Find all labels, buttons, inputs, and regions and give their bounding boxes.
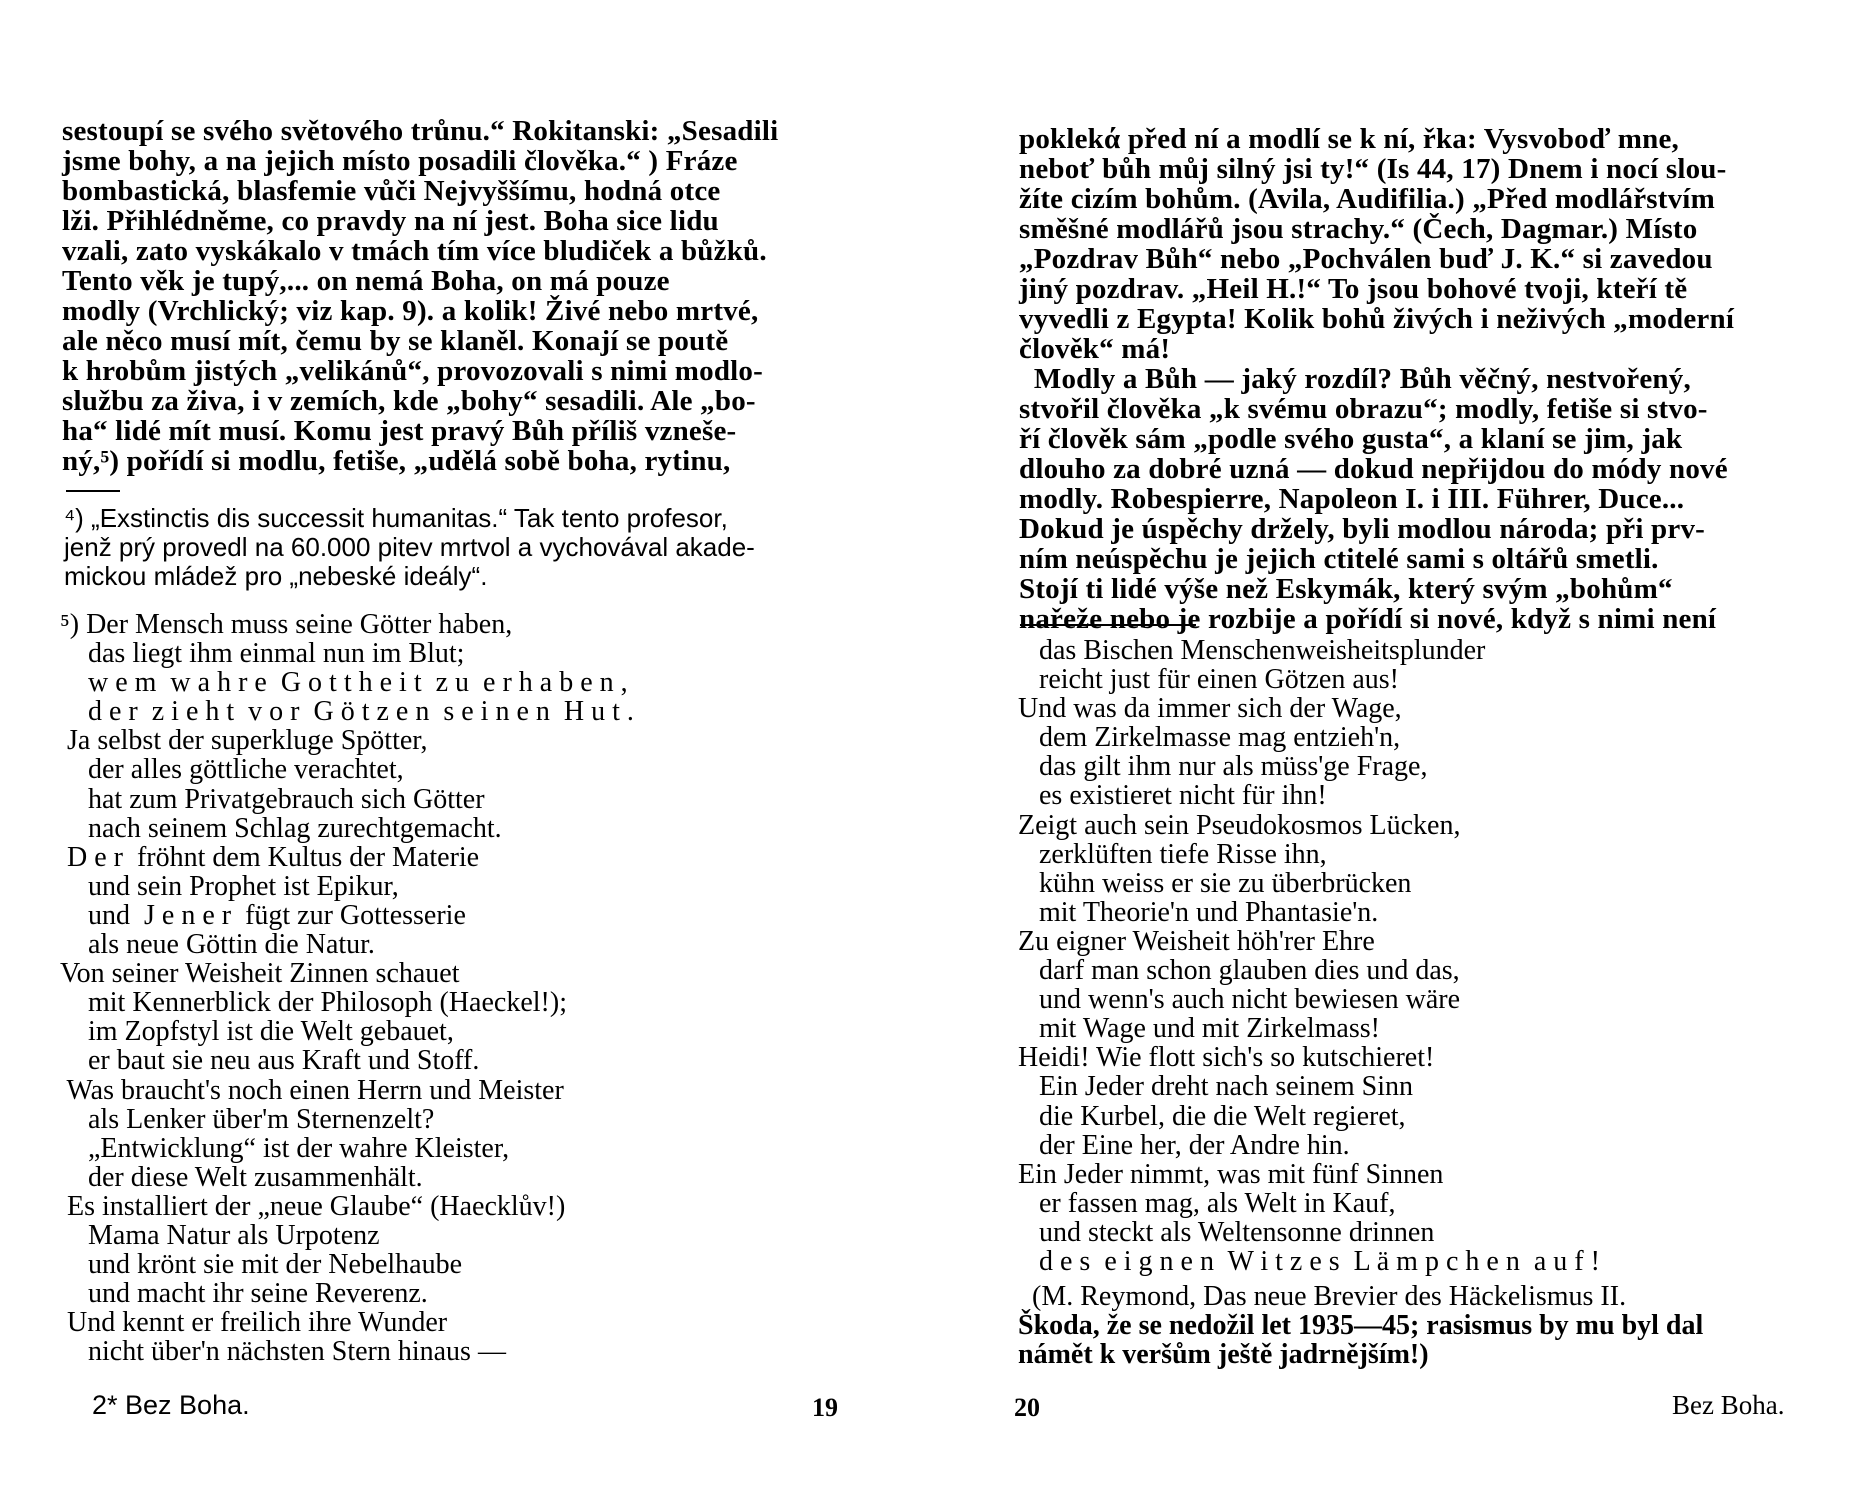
right-page [928,0,1856,1500]
signature-mark: 2* Bez Boha. [92,1390,250,1420]
right-page-body-text: poklekά před ní a modlí se k ní, řka: Vysvoboď mne, neboť bůh můj silný jsi ty!“ (Is 44, 17) Dnem i nocí slou- žíte cizím bohům. (Avila, Audifilia.) „Před modlářstvím směšné modlářů jsou strachy.“ (Čech, Dagmar.) Místo „Pozdrav Bůh“ nebo „Pochválen buď J. K.“ si zavedou jiný pozdrav. „Heil H.!“ To jsou bohové tvoji, kteří tě vyvedli z Egypta! Kolik bohů živých i neživých „moderní člověk“ má! Modly a Bůh — jaký rozdíl? Bůh věčný, nestvořený, stvořil člověka „k svému obrazu“; modly, fetiše si stvo- ří člověk sám „podle svého gusta“, a klaní se jim, jak dlouho za dobré uzná — dokud nepřijdou do módy nové modly. Robespierre, Napoleon I. i III. Führer, Duce... Dokud je úspěchy držely, byli modlou národa; při prv- ním neúspěchu je jejich ctitelé sami s oltářů smetli. Stojí ti lidé výše než Eskymák, který svým „bohům“ nařeže nebo je rozbije a pořídí si nové, když s nimi není [1019,123,1735,635]
source-citation: (M. Reymond, Das neue Brevier des Häckelismus II. [1018,1281,1627,1312]
verse-continuation: das Bischen Menschenweisheitsplunder reicht just für einen Götzen aus! Und was da immer sich der Wage, dem Zirkelmasse mag entzieh'n, das gilt ihm nur als müss'ge Frage, es existieret nicht für ihn! Zeigt auch sein Pseudokosmos Lücken, zerklüften tiefe Risse ihn, kühn weiss er sie zu überbrücken mit Theorie'n und Phantasie'n. Zu eigner Weisheit höh'rer Ehre darf man schon glauben dies und das, und wenn's auch nicht bewiesen wäre mit Wage und mit Zirkelmass! Heidi! Wie flott sich's so kutschieret! Ein Jeder dreht nach seinem Sinn die Kurbel, die die Welt regieret, der Eine her, der Andre hin. Ein Jeder nimmt, was mit fünf Sinnen er fassen mag, als Welt in Kauf, und steckt als Weltensonne drinnen d e s e i g n e n W i t z e s L ä m p c h e n a u f ! [1018,635,1600,1277]
footnote-divider [66,490,120,492]
verse-source [1018,1282,1703,1369]
page-number: 20 [1014,1393,1040,1422]
footnote-4: ⁴) „Exstinctis dis successit humanitas.“ Tak tento profesor, jenž prý provedl na 60.000 pitev mrtvol a vychovával akade- mickou mládež pro „nebeské ideály“. [64,503,755,591]
closing-remark: Škoda, že se nedožil let 1935—45; rasismus by mu byl dal námět k veršům ještě jadrnějším!) [1018,1310,1704,1370]
left-page-body-text: sestoupí se svého světového trůnu.“ Rokitanski: „Sesadili jsme bohy, a na jejich místo posadili člověka.“ ) Fráze bombastická, blasfemie vůči Nejvyššímu, hodná otce lži. Přihlédněme, co pravdy na ní jest. Boha sice lidu vzali, zato vyskákalo v tmách tím více bludiček a bůžků. Tento věk je tupý,... on nemá Boha, on má pouze modly (Vrchlický; viz kap. 9). a kolik! Živé nebo mrtvé, ale něco musí mít, čemu by se klaněl. Konají se poutě k hrobům jistých „velikánů“, provozovali s nimi modlo- službu za živa, i v zemích, kde „bohy“ sesadili. Ale „bo- ha“ lidé mít musí. Komu jest pravý Bůh příliš vzneše- ný,⁵) pořídí si modlu, fetiše, „udělá sobě boha, rytinu, [62,115,779,477]
footnote-divider [1020,624,1196,626]
running-footer: Bez Boha. [1672,1390,1785,1420]
page-number: 19 [812,1393,838,1422]
footnote-5-verse: ⁵) Der Mensch muss seine Götter haben, das liegt ihm einmal nun im Blut; w e m w a h r e G o t t h e i t z u e r h a b e n , d e r z i e h t v o r G ö t z e n s e i n e n H u t . Ja selbst der superkluge Spötter, der alles göttliche verachtet, hat zum Privatgebrauch sich Götter nach seinem Schlag zurechtgemacht. D e r fröhnt dem Kultus der Materie und sein Prophet ist Epikur, und J e n e r fügt zur Gottesserie als neue Göttin die Natur. Von seiner Weisheit Zinnen schauet mit Kennerblick der Philosoph (Haeckel!); im Zopfstyl ist die Welt gebauet, er baut sie neu aus Kraft und Stoff. Was braucht's noch einen Herrn und Meister als Lenker über'm Sternenzelt? „Entwicklung“ ist der wahre Kleister, der diese Welt zusammenhält. Es installiert der „neue Glaube“ (Haecklův!) Mama Natur als Urpotenz und krönt sie mit der Nebelhaube und macht ihr seine Reverenz. Und kennt er freilich ihre Wunder nicht über'n nächsten Stern hinaus — [60,609,634,1368]
